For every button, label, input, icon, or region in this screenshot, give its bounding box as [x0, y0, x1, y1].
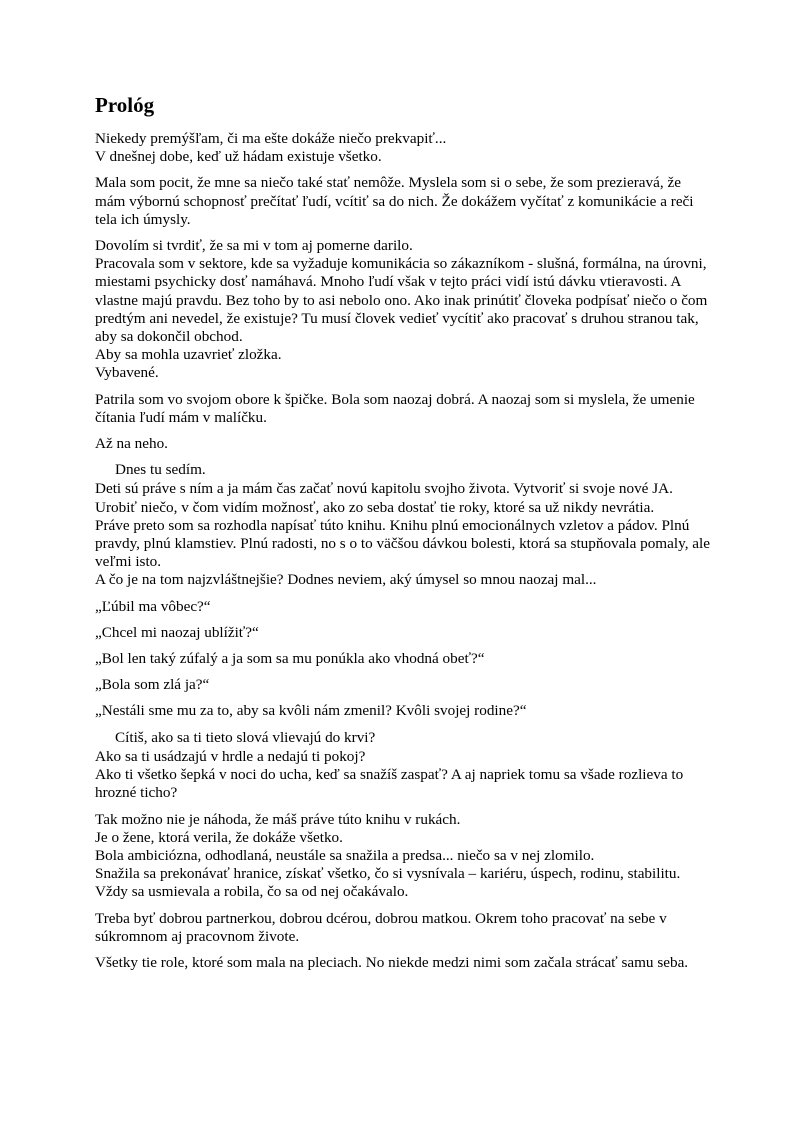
document-body	[95, 92, 710, 980]
paragraph: Dnes tu sedím.	[115, 461, 206, 479]
paragraph: „Ľúbil ma vôbec?“	[95, 597, 211, 615]
paragraph: Ako sa ti usádzajú v hrdle a nedajú ti pokoj? Ako ti všetko šepká v noci do ucha, keď sa snažíš zaspať? A aj napriek tomu sa všade rozlieva to hrozné ticho?	[95, 747, 684, 802]
paragraph: Patrila som vo svojom obore k špičke. Bola som naozaj dobrá. A naozaj som si myslela, že umenie čítania ľudí mám v malíčku.	[95, 390, 695, 426]
paragraph: „Nestáli sme mu za to, aby sa kvôli nám zmenil? Kvôli svojej rodine?“	[95, 702, 527, 720]
paragraph: „Bol len taký zúfalý a ja som sa mu ponúkla ako vhodná obeť?“	[95, 650, 485, 668]
chapter-title: Prológ	[95, 93, 155, 117]
paragraph: Deti sú práve s ním a ja mám čas začať novú kapitolu svojho života. Vytvoriť si svoje nové JA. Urobiť niečo, v čom vidím možnosť, ako zo seba dostať tie roky, ktoré sa už nikdy nevrátia. Práve preto som sa rozhodla napísať túto knihu. Knihu plnú emocionálnych vzletov a pádov. Plnú pravdy, plnú klamstiev. Plnú radosti, no s o to väčšou dávkou bolesti, ktorá sa stupňovala pomaly, ale veľmi isto. A čo je na tom najzvláštnejšie? Dodnes neviem, aký úmysel so mnou naozaj mal...	[95, 480, 710, 589]
paragraph: Cítiš, ako sa ti tieto slová vlievajú do krvi?	[115, 728, 376, 746]
paragraph: „Bola som zlá ja?“	[95, 676, 210, 694]
paragraph: Tak možno nie je náhoda, že máš práve túto knihu v rukách. Je o žene, ktorá verila, že dokáže všetko. Bola ambiciózna, odhodlaná, neustále sa snažila a predsa... niečo sa v nej zlomilo. Snažila sa prekonávať hranice, získať všetko, čo si vysnívala – kariéru, úspech, rodinu, stabilitu. Vždy sa usmievala a robila, čo sa od nej očakávalo.	[95, 810, 681, 901]
paragraph: Až na neho.	[95, 435, 168, 453]
paragraph: Dovolím si tvrdiť, že sa mi v tom aj pomerne darilo. Pracovala som v sektore, kde sa vyžaduje komunikácia so zákazníkom - slušná, formálna, na úrovni, miestami psychicky dosť namáhavá. Mnoho ľudí však v tejto práci vidí istú dávku vtieravosti. A vlastne majú pravdu. Bez toho by to asi nebolo ono. Ako inak prinútiť človeka podpísať niečo o čom predtým ani nevedel, že existuje? Tu musí človek vedieť vycítiť ako pracovať s druhou stranou tak, aby sa dokončil obchod. Aby sa mohla uzavrieť zložka. Vybavené.	[95, 237, 708, 382]
paragraph: „Chcel mi naozaj ublížiť?“	[95, 623, 259, 641]
paragraph: Treba byť dobrou partnerkou, dobrou dcérou, dobrou matkou. Okrem toho pracovať na sebe v súkromnom aj pracovnom živote.	[95, 909, 667, 945]
paragraph: Všetky tie role, ktoré som mala na pleciach. No niekde medzi nimi som začala strácať samu seba.	[95, 953, 689, 971]
paragraph: Mala som pocit, že mne sa niečo také stať nemôže. Myslela som si o sebe, že som prezieravá, že mám výbornú schopnosť prečítať ľudí, vcítiť sa do nich. Že dokážem vyčítať z komunikácie a reči tela ich úmysly.	[95, 174, 694, 228]
paragraph-list	[95, 130, 710, 972]
paragraph: Niekedy premýšľam, či ma ešte dokáže niečo prekvapiť... V dnešnej dobe, keď už hádam existuje všetko.	[95, 130, 447, 166]
